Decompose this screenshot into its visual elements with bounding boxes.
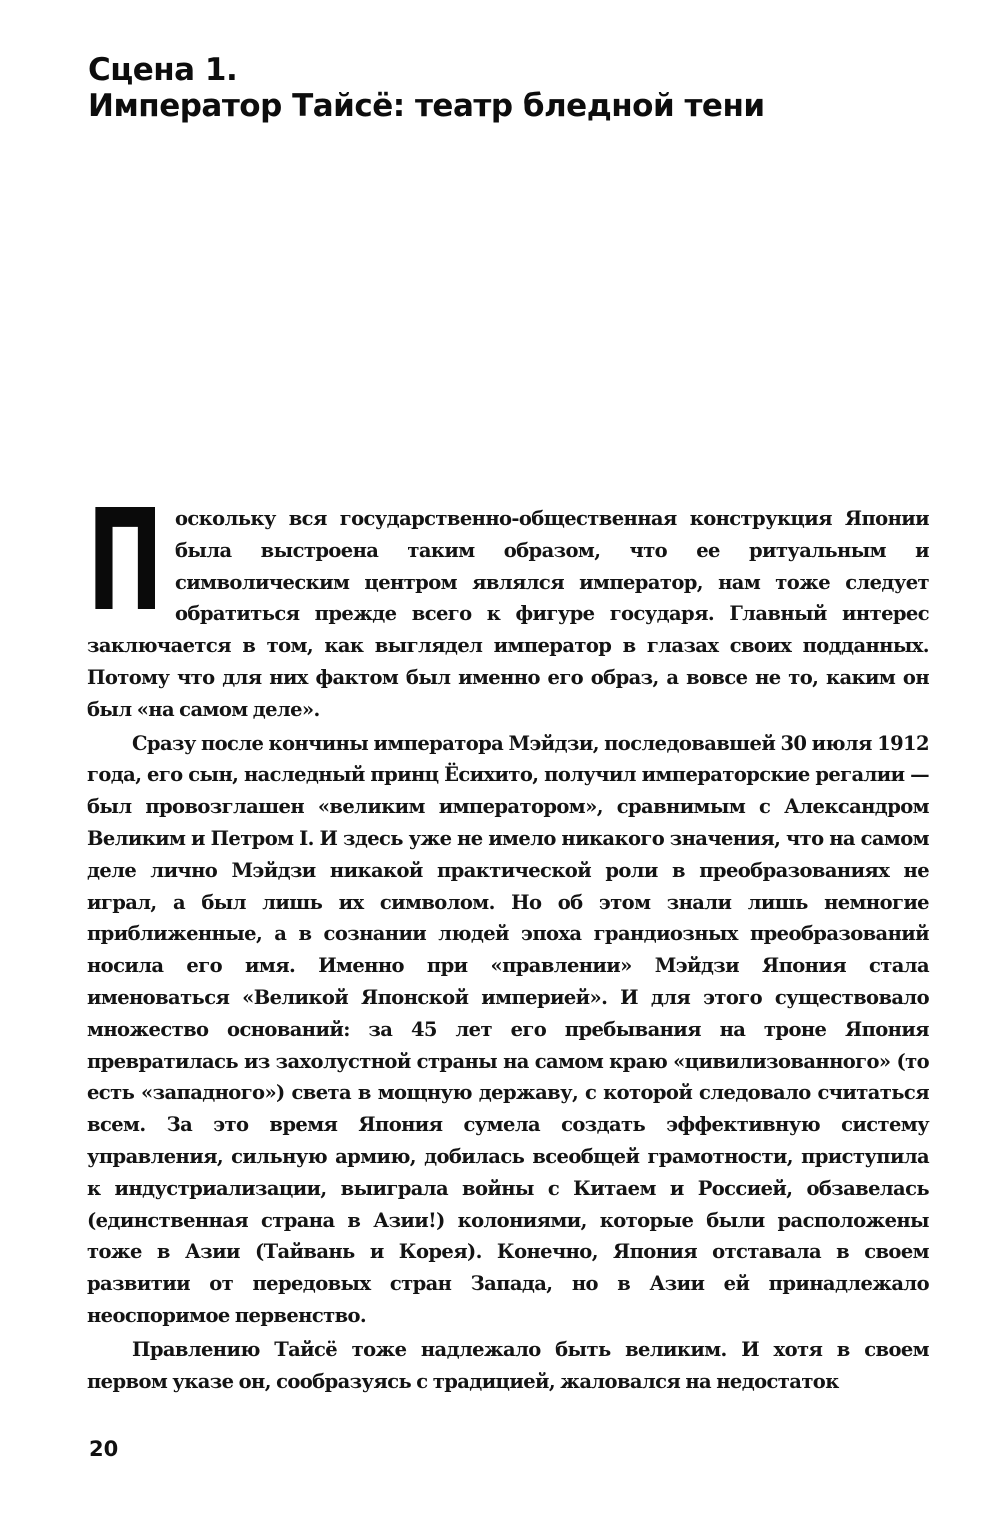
chapter-heading-scene: Сцена 1. [88, 52, 238, 88]
paragraph-1-text: оскольку вся государственно-общественная конструкция Японии была выстроена таким образом, что ее ритуальным и символическим центром являлся император, нам тоже следует обратиться прежде всего к фигуре государя. Главный интерес заключается в том, как выглядел император в глазах своих подданных. Потому что для них фактом был именно его образ, а вовсе не то, каким он был «на самом деле». [87, 507, 929, 721]
drop-cap [87, 480, 163, 643]
chapter-heading-title: Император Тайсё: театр бледной тени [88, 88, 765, 124]
body-text [87, 480, 929, 1397]
chapter-heading [88, 52, 948, 124]
paragraph-1 [87, 480, 929, 726]
paragraph-3: Правлению Тайсё тоже надлежало быть великим. И хотя в своем первом указе он, сообразуясь с традицией, жаловался на недостаток [87, 1337, 929, 1393]
page-number: 20 [89, 1437, 119, 1461]
svg-text:П: П [87, 480, 163, 643]
drop-cap-glyph [87, 480, 163, 643]
paragraph-2: Сразу после кончины императора Мэйдзи, последовавшей 30 июля 1912 года, его сын, наследный принц Ёсихито, получил императорские регалии — был провозглашен «великим императором», сравнимым с Александром Великим и Петром I. И здесь уже не имело никакого значения, что на самом деле лично Мэйдзи никакой практической роли в преобразованиях не играл, а был лишь их символом. Но об этом знали лишь немногие приближенные, а в сознании людей эпоха грандиозных преобразований носила его имя. Именно при «правлении» Мэйдзи Япония стала именоваться «Великой Японской империей». И для этого существовало множество оснований: за 45 лет его пребывания на троне Япония превратилась из захолустной страны на самом краю «цивилизованного» (то есть «западного») света в мощную державу, с которой следовало считаться всем. За это время Япония сумела создать эффективную систему управления, сильную армию, добилась всеобщей грамотности, приступила к индустриализации, выиграла войны с Китаем и Россией, обзавелась (единственная страна в Азии!) колониями, которые были расположены тоже в Азии (Тайвань и Корея). Конечно, Япония отставала в своем развитии от передовых стран Запада, но в Азии ей принадлежало неоспоримое первенство. [87, 731, 929, 1327]
